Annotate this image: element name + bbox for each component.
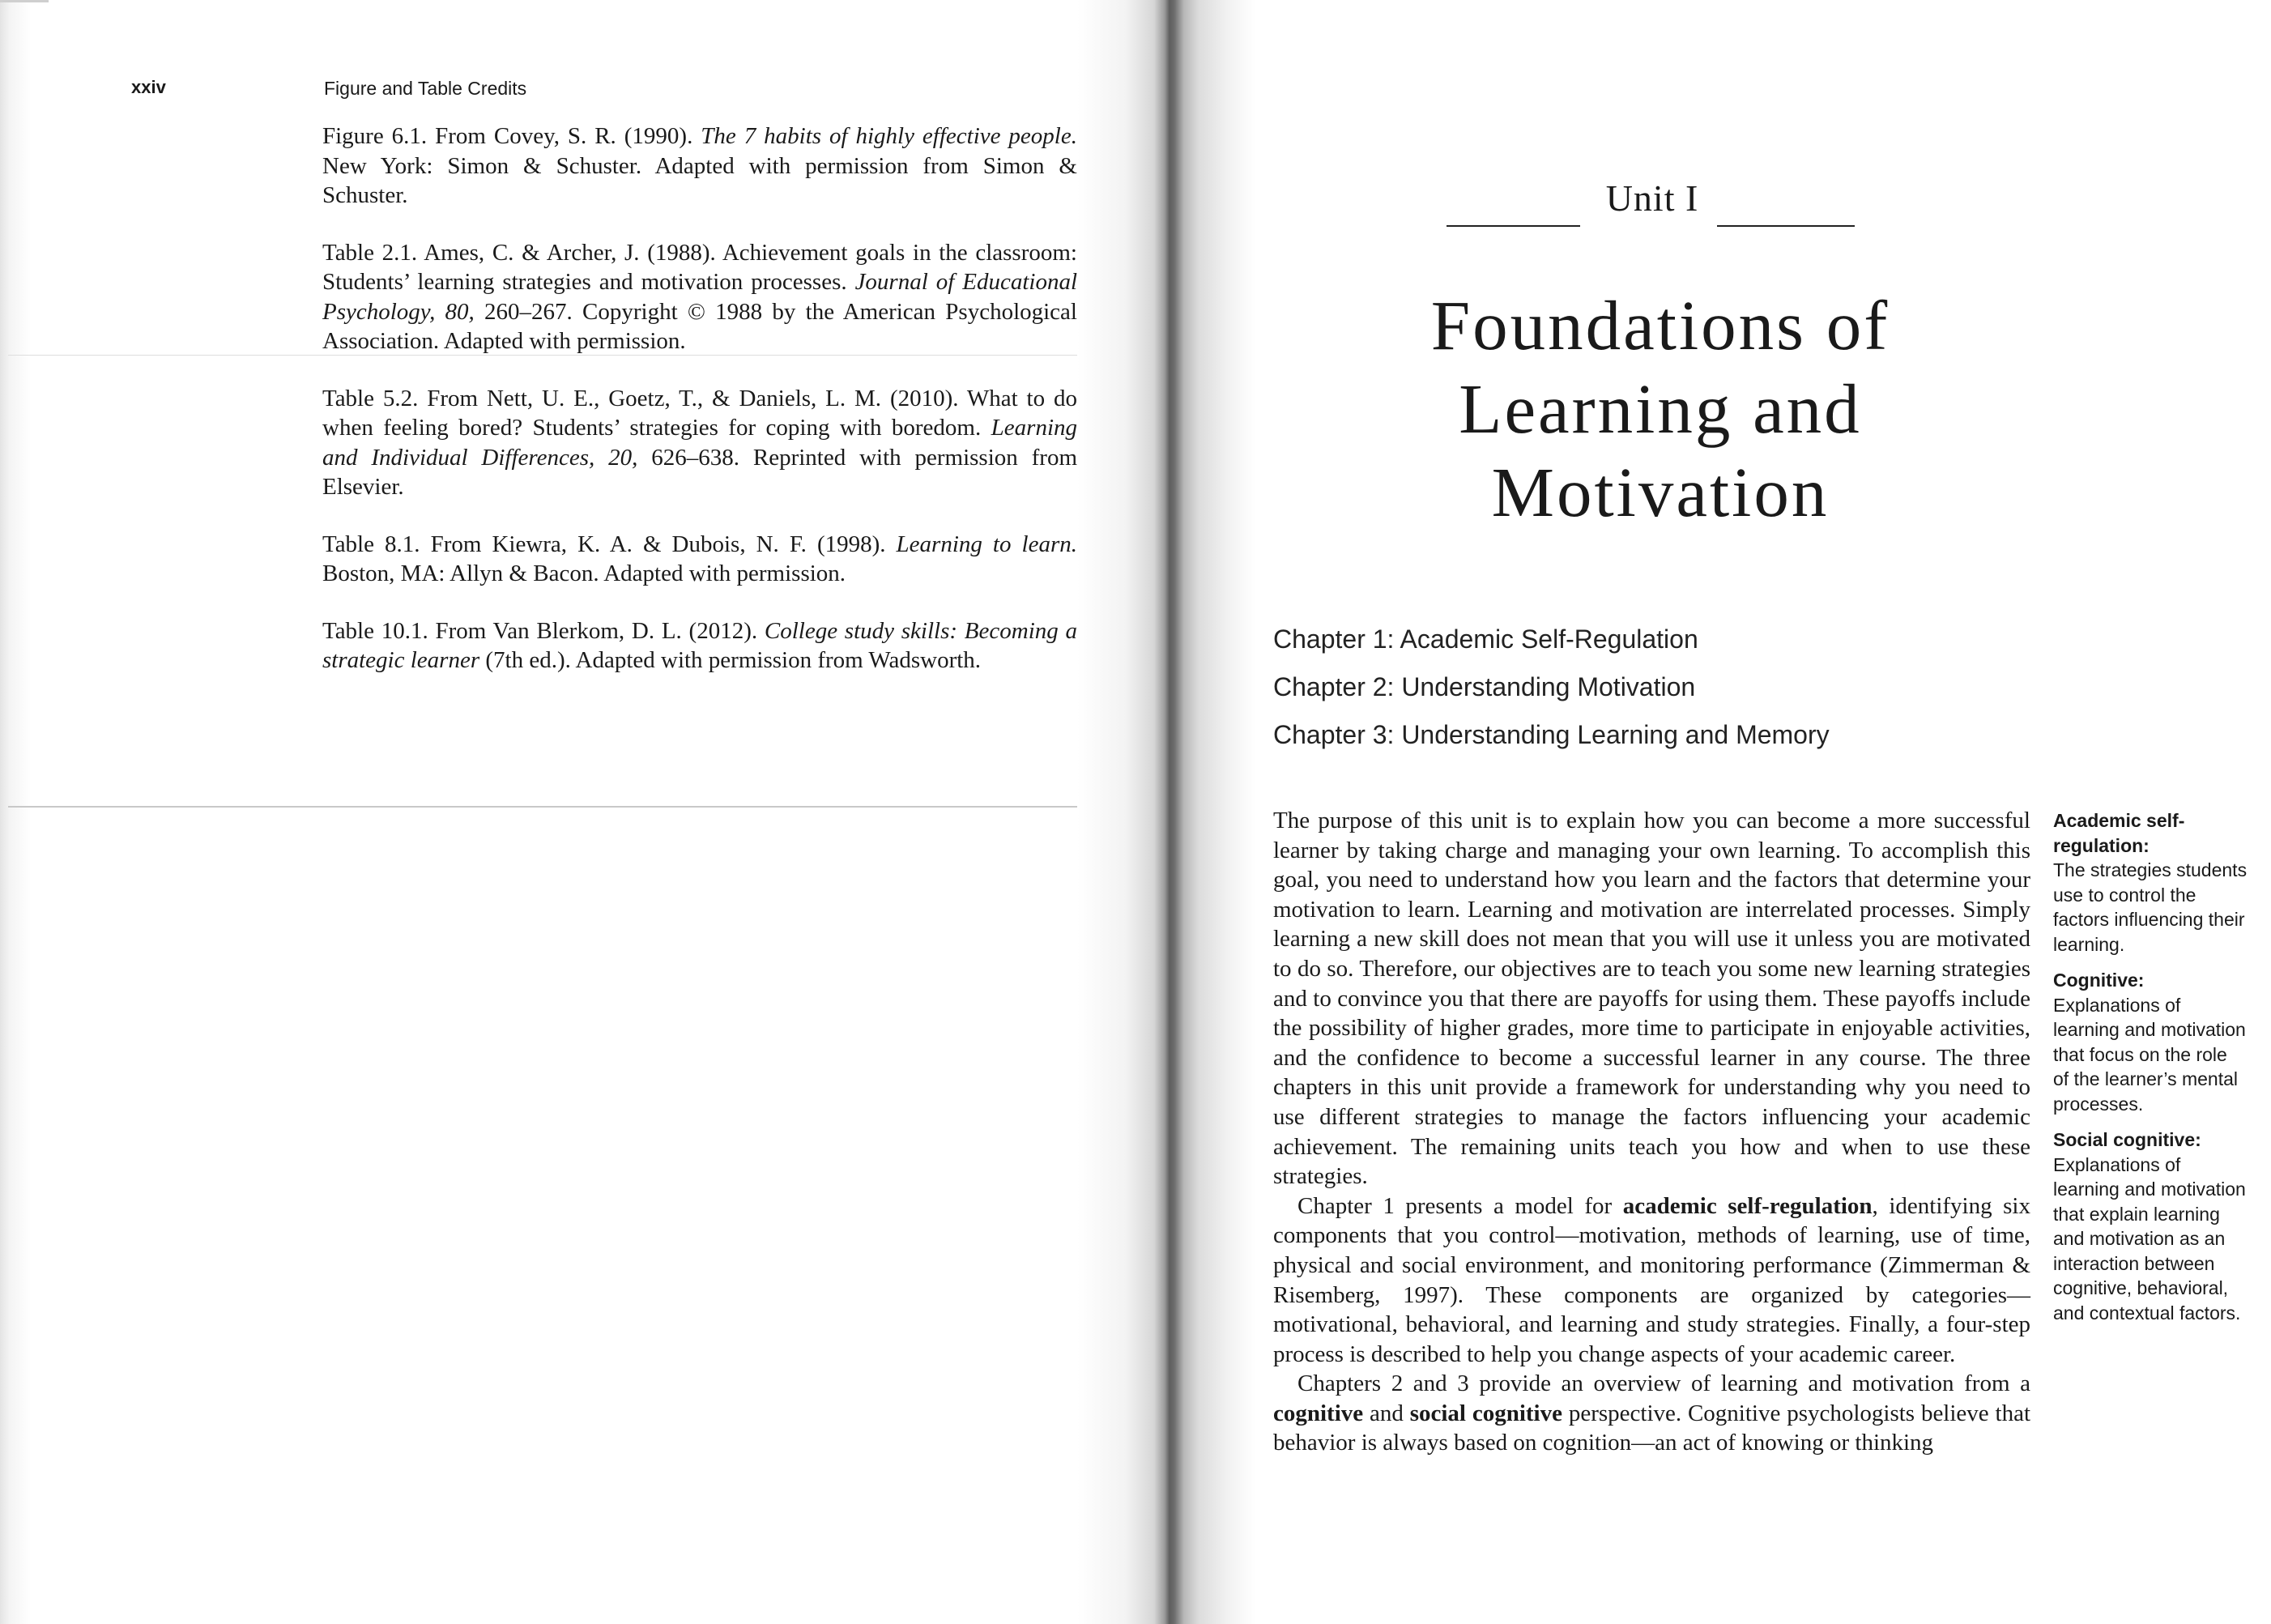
glossary-definition: The strategies students use to control the factors influencing their learning. xyxy=(2053,859,2248,955)
paragraph-text: , identifying six components that you control—motivation, methods of learning, use of time, physical and social environment, and monitoring performance (Zimmerman & Risemberg, 1997). These components are organized by categories—motivational, behavioral, and learning and study strategies. Finally, a four-step process is described to help you change aspects of your academic career. xyxy=(1273,1192,2030,1367)
paragraph-text: perspective. Cognitive psychologists believe that behavior is always based on cognition—an act of knowing or thinking xyxy=(1273,1400,2030,1456)
unit-title xyxy=(1336,283,1984,534)
unit-label: Unit I xyxy=(1605,177,1699,219)
credit-text: Figure 6.1. From Covey, S. R. (1990). xyxy=(322,123,701,149)
glossary-term: Cognitive: xyxy=(2053,970,2145,991)
credit-entry xyxy=(322,530,1077,589)
chapter-item: Chapter 3: Understanding Learning and Memory xyxy=(1273,720,1830,749)
glossary-term: Academic self-regulation: xyxy=(2053,810,2185,856)
glossary-definition: Explanations of learning and motivation that focus on the role of the learner’s mental processes. xyxy=(2053,994,2246,1115)
paragraph-text: and xyxy=(1363,1400,1410,1426)
credit-text: 260–267. Copyright © 1988 by the American Psychological Association. Adapted with permission. xyxy=(322,298,1077,354)
credit-text: 626–638. Reprinted with permission from Elsevier. xyxy=(322,444,1078,500)
glossary-definition: Explanations of learning and motivation that explain learning and motivation as an interaction between cognitive, behavioral, and contextual factors. xyxy=(2053,1153,2246,1323)
margin-glossary xyxy=(2053,808,2248,1336)
page-number: xxiv xyxy=(131,77,166,97)
glossary-term: Social cognitive: xyxy=(2053,1129,2201,1150)
chapter-list xyxy=(1273,616,1830,759)
credit-source-title: College study skills: Becoming a strategic learner xyxy=(322,617,1077,673)
credit-entry xyxy=(322,616,1077,676)
chapter-item: Chapter 2: Understanding Motivation xyxy=(1273,672,1696,701)
paragraph-text: Chapters 2 and 3 provide an overview of learning and motivation from a xyxy=(1297,1370,2030,1397)
credit-text: Table 2.1. Ames, C. & Archer, J. (1988). Achievement goals in the classroom: Students’ learning strategies and motivation processes. xyxy=(322,239,1077,295)
unit-title-line: Foundations of xyxy=(1430,286,1890,364)
body-paragraph xyxy=(1273,806,2030,1191)
credit-text: Table 8.1. From Kiewra, K. A. & Dubois, N. F. (1998). xyxy=(322,531,897,557)
key-term: social cognitive xyxy=(1409,1400,1562,1426)
credit-text: Boston, MA: Allyn & Bacon. Adapted with permission. xyxy=(322,561,846,586)
scan-edge-shadow xyxy=(0,0,31,1624)
body-paragraph xyxy=(1273,1369,2030,1458)
credit-text: Table 10.1. From Van Blerkom, D. L. (2012). xyxy=(322,617,765,644)
credit-source-title: Journal of Educational Psychology, 80, xyxy=(322,269,1077,325)
paragraph-text: The purpose of this unit is to explain how you can become a more successful learner by taking charge and managing your own learning. To accomplish this goal, you need to understand how you learn and the factors that determine your motivation to learn. Learning and motivation are interrelated processes. Simply learning a new skill does not mean that you will use it unless you are motivated to do so. Therefore, our objectives are to teach you some new learning strategies and to convince you that there are payoffs for using them. These payoffs include the possibility of higher grades, more time to participate in enjoyable activities, and the confidence to become a successful learner in any course. The three chapters in this unit provide a framework for understanding why you need to use different strategies to manage the factors influencing your academic achievement. The remaining units teach you how and when to use these strategies. xyxy=(1273,808,2030,1190)
key-term: academic self-regulation xyxy=(1622,1192,1873,1219)
credit-text: Table 5.2. From Nett, U. E., Goetz, T., & Daniels, L. M. (2010). What to do when feeling bored? Students’ strategies for coping with boredom. xyxy=(322,385,1077,441)
credit-source-title: Learning to learn. xyxy=(896,531,1077,557)
scan-artifact-line xyxy=(8,806,1142,808)
unit-title-line: Motivation xyxy=(1491,453,1830,531)
credit-text: (7th ed.). Adapted with permission from Wadsworth. xyxy=(479,647,982,673)
body-text xyxy=(1273,806,2030,1458)
key-term: cognitive xyxy=(1273,1400,1364,1426)
scan-corner-mark xyxy=(0,0,49,17)
unit-rule-left xyxy=(1447,225,1580,227)
glossary-entry xyxy=(2053,968,2248,1116)
credit-text: New York: Simon & Schuster. Adapted with permission from Simon & Schuster. xyxy=(322,152,1077,208)
paragraph-text: Chapter 1 presents a model for xyxy=(1297,1192,1623,1219)
credit-source-title: The 7 habits of highly effective people. xyxy=(701,123,1077,149)
body-paragraph xyxy=(1273,1191,2030,1370)
running-head: Figure and Table Credits xyxy=(324,78,527,99)
credit-entry xyxy=(322,121,1077,211)
credit-source-title: Learning and Individual Differences, 20, xyxy=(322,415,1077,471)
credit-entry xyxy=(322,384,1077,502)
unit-rule-right xyxy=(1717,225,1855,227)
chapter-item: Chapter 1: Academic Self-Regulation xyxy=(1273,624,1698,654)
glossary-entry xyxy=(2053,1127,2248,1325)
unit-title-line: Learning and xyxy=(1459,369,1862,448)
glossary-entry xyxy=(2053,808,2248,957)
book-gutter-shadow xyxy=(1077,0,1255,1624)
credit-entry xyxy=(322,238,1077,356)
credits-list xyxy=(322,121,1077,703)
